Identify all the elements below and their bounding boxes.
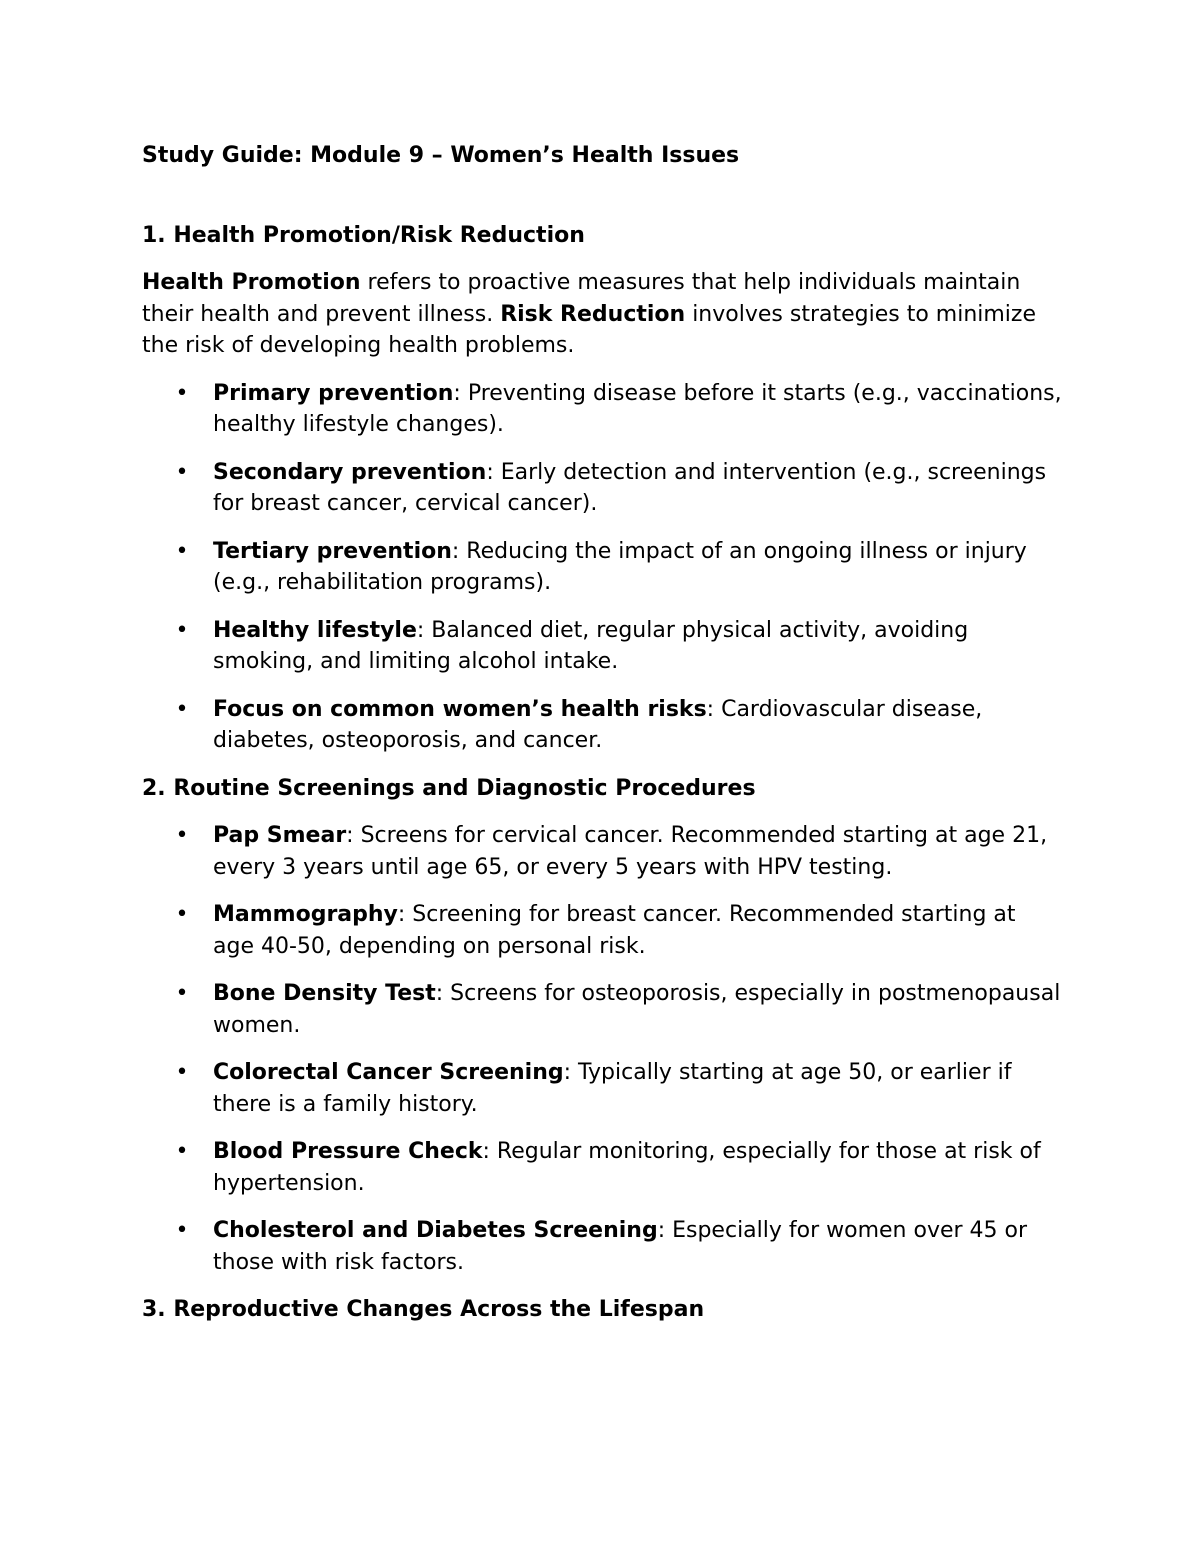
list-item-term: Focus on common women’s health risks [213,696,707,722]
list-item-text: : Reducing the impact of an ongoing illness or injury (e.g., rehabilitation programs). [213,538,1027,595]
list-item-text: : Preventing disease before it starts (e.g., vaccinations, healthy lifestyle changes). [213,380,1062,437]
list-item-term: Mammography [213,902,398,927]
list-item-text: : Screens for cervical cancer. Recommended starting at age 21, every 3 years until age 65, or every 5 years with HPV testing. [213,823,1048,880]
bullet-icon: • [175,1218,189,1243]
bullet-icon: • [175,823,189,848]
term-risk-reduction: Risk Reduction [500,301,686,327]
list-item [142,978,1062,1041]
page-title: Study Guide: Module 9 – Women’s Health Issues [142,143,740,168]
list-item-text: : Especially for women over 45 or those with risk factors. [213,1218,1028,1275]
bullet-icon: • [175,538,189,564]
intro-text-1: refers to proactive measures that help individuals maintain their health and prevent illness. [142,270,1021,327]
list-item-term: Cholesterol and Diabetes Screening [213,1218,658,1243]
list-item-text: : Regular monitoring, especially for those at risk of hypertension. [213,1139,1041,1196]
list-item-term: Secondary prevention [213,459,487,485]
list-item [142,457,1062,520]
intro-paragraph [142,267,1062,362]
list-item-text: : Balanced diet, regular physical activity, avoiding smoking, and limiting alcohol intake. [213,617,969,674]
list-item-term: Pap Smear [213,823,347,848]
section-heading-reproductive-changes: 3. Reproductive Changes Across the Lifespan [142,1297,705,1322]
list-item-text: : Screening for breast cancer. Recommended starting at age 40-50, depending on personal risk. [213,902,1016,959]
bullet-icon: • [175,380,189,406]
list-item-text: : Cardiovascular disease, diabetes, osteoporosis, and cancer. [213,696,983,753]
intro-text-2: involves strategies to minimize the risk of developing health problems. [142,301,1036,358]
list-item-term: Colorectal Cancer Screening [213,1060,564,1085]
list-item-text: : Early detection and intervention (e.g., screenings for breast cancer, cervical cancer). [213,459,1047,516]
list-item [142,615,1062,678]
list-item-term: Primary prevention [213,380,454,406]
list-item [142,1136,1062,1199]
bullet-icon: • [175,696,189,722]
list-item [142,1215,1062,1278]
health-promotion-list [142,378,1062,757]
document-page [142,140,1062,1342]
term-health-promotion: Health Promotion [142,270,361,295]
bullet-icon: • [175,617,189,643]
bullet-icon: • [175,902,189,927]
screenings-list [142,820,1062,1278]
bullet-icon: • [175,981,189,1006]
list-item [142,899,1062,962]
list-item-text: : Typically starting at age 50, or earlier if there is a family history. [213,1060,1012,1117]
section-heading-screenings: 2. Routine Screenings and Diagnostic Procedures [142,775,756,801]
bullet-icon: • [175,459,189,485]
section-heading-health-promotion: 1. Health Promotion/Risk Reduction [142,222,585,248]
list-item-term: Blood Pressure Check [213,1139,483,1164]
list-item-text: : Screens for osteoporosis, especially in postmenopausal women. [213,981,1061,1038]
list-item [142,694,1062,757]
list-item [142,820,1062,883]
list-item-term: Healthy lifestyle [213,617,417,643]
bullet-icon: • [175,1060,189,1085]
list-item-term: Bone Density Test [213,981,436,1006]
list-item [142,1057,1062,1120]
list-item [142,536,1062,599]
bullet-icon: • [175,1139,189,1164]
list-item-term: Tertiary prevention [213,538,452,564]
list-item [142,378,1062,441]
